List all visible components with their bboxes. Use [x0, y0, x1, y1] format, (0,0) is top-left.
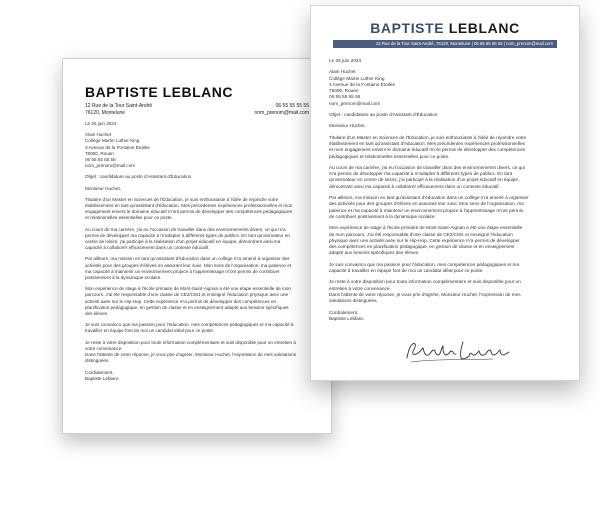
letter-date: Le 26 juin 2024 — [329, 58, 362, 63]
paragraph-line: adapté aux besoins spécifiques des élèves. — [329, 250, 420, 256]
paragraph-line: Dans l'attente de votre réponse, je vous prie d'agréer, Monsieur Huchet, l'expression de mes — [329, 291, 521, 297]
recipient-line: 76000, Rouen — [329, 88, 359, 94]
letter-page-back — [62, 58, 332, 434]
letter-paragraph — [329, 195, 559, 220]
letter-greeting: Monsieur Huchet, — [329, 123, 366, 129]
letter-date: Le 26 juin 2024 — [85, 121, 117, 126]
paragraph-line: Par ailleurs, ma mission en tant qu'assistant d'éducation dans un collège m'a amené à organiser des — [85, 256, 290, 262]
address-line: 12 Rue de la Tour Saint-André — [85, 103, 153, 109]
paragraph-line: capacité à collaborer efficacement dans un contexte éducatif. — [85, 245, 210, 251]
paragraph-line: Mon expérience de stage à l'école primaire de Mont-Saint-Aignan a été une étape essentielle de mon — [85, 286, 291, 292]
paragraph-line: positivement à la dynamique scolaire. — [85, 275, 162, 281]
paragraph-line: Au cours de ma carrière, j'ai eu l'occasion de travailler dans des environnements divers, ce qui — [329, 164, 525, 170]
paragraph-line: centre de loisirs, j'ai participé à la réalisation d'un projet éducatif en équipe, démontrant ainsi ma — [85, 239, 281, 245]
paragraph-line: Dans l'attente de votre réponse, je vous prie d'agréer, Monsieur Huchet, l'expression de mes salutations — [85, 352, 296, 358]
recipient-line: nom_prenom@mail.com — [329, 100, 381, 106]
recipient-line: Collège Martin Luther King — [85, 138, 140, 144]
handwritten-signature — [403, 336, 513, 368]
paragraph-line: entretien à votre convenance. — [329, 285, 391, 291]
letter-paragraph — [85, 286, 307, 317]
paragraph-line: des élèves. — [85, 311, 109, 317]
paragraph-line: m'a permis de développer ma capacité à m'adapter à différents types de publics. En tant — [329, 171, 513, 177]
paragraph-line: salutations distinguées. — [329, 298, 378, 304]
paragraph-line: des compétences en planification pédagogique, en gestion de classe et en enseignement — [329, 244, 515, 250]
recipient-line: Alain Huchet — [85, 132, 112, 138]
paragraph-line: qu'animateur en centre de loisirs, j'ai participé à la réalisation d'un projet éducatif en équipe, — [329, 177, 520, 183]
letter-paragraph — [329, 135, 559, 160]
paragraph-line: patience et ma capacité à maintenir un environnement propice à l'apprentissage m'ont permis — [329, 207, 524, 213]
sender-last-name: LEBLANC — [448, 20, 520, 36]
paragraph-line: ma capacité à maintenir un environnement propice à l'apprentissage m'ont permis de contribuer — [85, 268, 280, 274]
letter-paragraph — [85, 197, 307, 222]
paragraph-line: des activités pour des groupes d'élèves en assurant leur suivi. Mon sens de l'organisation, ma — [329, 201, 524, 207]
paragraph-line: parcours. J'ai été responsable d'une classe de CE2/CM1 et enseigné l'éducation physique avec une — [85, 292, 289, 298]
paragraph-line: permis de développer ma capacité à m'adapter à différents types de publics. En tant qu'animateur en — [85, 232, 290, 238]
sender-first-name: BAPTISTE — [370, 20, 445, 36]
letter-subject: Objet : candidature au poste d'Assistant d'Éducation — [329, 112, 438, 118]
recipient-line: 06 55 55 55 55 — [85, 157, 116, 163]
paragraph-line: Je reste à votre disposition pour toute information complémentaire et suis disponible pour un — [329, 279, 521, 285]
letter-body — [329, 58, 559, 327]
paragraph-line: Par ailleurs, ma mission en tant qu'assistant d'éducation dans un collège m'a amené à organiser — [329, 195, 529, 201]
closing-line: Cordialement, — [329, 309, 359, 315]
recipient-line: 76000, Rouen — [85, 150, 114, 156]
recipient-line: Collège Martin Luther King — [329, 75, 385, 81]
closing-line: Baptiste Leblanc — [85, 375, 119, 381]
letter-paragraph — [85, 227, 307, 252]
recipient-line: 06 55 55 55 55 — [329, 94, 361, 100]
closing-line: Baptiste Leblanc — [329, 315, 364, 321]
letter-paragraph — [329, 225, 559, 256]
paragraph-line: capacité à travailler en équipe font de moi un candidat idéal pour ce poste. — [329, 268, 484, 274]
paragraph-line: Je reste à votre disposition pour toute information complémentaire et suis disponible pour un entretien à — [85, 339, 296, 345]
sender-name — [311, 20, 579, 36]
letter-paragraph — [329, 279, 559, 304]
paragraph-line: établissement en tant qu'assistant d'éducation. Mes précédentes expériences professionnelles et mon — [85, 203, 293, 209]
recipient-block — [329, 69, 559, 107]
contact-band: 12 Rue de la Tour Saint-André, 76120, Montelune | 06 55 55 55 55 | nom_prenom@mail.com — [333, 40, 557, 48]
paragraph-line: engagement envers le domaine éducatif m'ont permis de développer des compétences pédagogiques — [85, 209, 292, 215]
sender-address — [85, 103, 152, 116]
paragraph-line: physique avec une activité axée sur le Hip-Hop. Cette expérience m'a permis de développer — [329, 237, 520, 243]
letter-page-front — [310, 5, 580, 381]
recipient-block — [85, 132, 307, 169]
letter-paragraph — [85, 256, 307, 281]
recipient-line: 3 Avenue de la Fontaine Étoilée — [329, 81, 396, 87]
paragraph-line: de contribuer positivement à la dynamique scolaire. — [329, 213, 436, 219]
paragraph-line: planification pédagogique, en gestion de classe et en enseignement adapté aux besoins spécifiques — [85, 304, 289, 310]
paragraph-line: activités pour des groupes d'élèves en assurant leur suivi. Mon sens de l'organisation, ma patience et — [85, 262, 292, 268]
sender-contact — [254, 103, 309, 116]
paragraph-line: Titulaire d'un Master en Sciences de l'Éducation, je suis enthousiaste à l'idée de rejoindre votre — [85, 196, 279, 202]
letter-closing — [329, 310, 559, 323]
paragraph-line: Mon expérience de stage à l'école primaire de Mont-Saint-Aignan a été une étape essentielle — [329, 225, 523, 231]
paragraph-line: et relationnelles essentielles pour ce poste. — [85, 215, 173, 221]
letter-paragraph — [85, 322, 307, 334]
paragraph-line: démontrant ainsi ma capacité à collaborer efficacement dans un contexte éducatif. — [329, 183, 500, 189]
paragraph-line: Je suis convaincu que ma passion pour l'éducation, mes compétences pédagogiques et ma — [329, 261, 520, 267]
recipient-line: nom_prenom@mail.com — [85, 163, 136, 169]
paragraph-line: votre convenance. — [85, 345, 123, 351]
paragraph-line: établissement en tant qu'assistant d'éducation. Mes précédentes expériences professionnelles — [329, 140, 525, 146]
letter-subject: Objet : candidature au poste d'Assistant d'Éducation — [85, 174, 192, 180]
recipient-line: 3 Avenue de la Fontaine Étoilée — [85, 144, 150, 150]
paragraph-line: et mon engagement envers le domaine éducatif m'ont permis de développer des compétences — [329, 147, 526, 153]
paragraph-line: distinguées. — [85, 358, 110, 364]
recipient-line: Alain Huchet — [329, 69, 356, 75]
letter-paragraph — [85, 340, 307, 365]
letter-body — [85, 121, 307, 387]
paragraph-line: activité axée sur le Hip-Hop. Cette expérience m'a permis de développer des compétences en — [85, 298, 277, 304]
paragraph-line: travailler en équipe font de moi un candidat idéal pour ce poste. — [85, 328, 215, 334]
letter-paragraph — [329, 262, 559, 275]
letter-paragraph — [329, 165, 559, 190]
email-address: nom_prenom@mail.com — [254, 109, 309, 116]
paragraph-line: pédagogiques et relationnelles essentielles pour ce poste. — [329, 153, 450, 159]
paragraph-line: Au cours de ma carrière, j'ai eu l'occasion de travailler dans des environnements divers, ce qui m'a — [85, 226, 286, 232]
letter-greeting: Monsieur Huchet, — [85, 185, 122, 191]
letter-paragraphs — [329, 135, 559, 305]
letter-paragraphs — [85, 197, 307, 365]
closing-line: Cordialement, — [85, 369, 114, 375]
paragraph-line: Je suis convaincu que ma passion pour l'éducation, mes compétences pédagogiques et ma capacité à — [85, 322, 294, 328]
sender-name: BAPTISTE LEBLANC — [85, 84, 233, 100]
address-line: 76120, Montelune — [85, 109, 126, 116]
paragraph-line: de mon parcours. J'ai été responsable d'une classe de CE2/CM1 et enseigné l'éducation — [329, 231, 513, 237]
letter-closing — [85, 370, 307, 382]
paragraph-line: Titulaire d'un Master en Sciences de l'Éducation, je suis enthousiaste à l'idée de rejoindre votre — [329, 134, 527, 140]
phone-number: 06 55 55 55 55 — [275, 103, 309, 109]
